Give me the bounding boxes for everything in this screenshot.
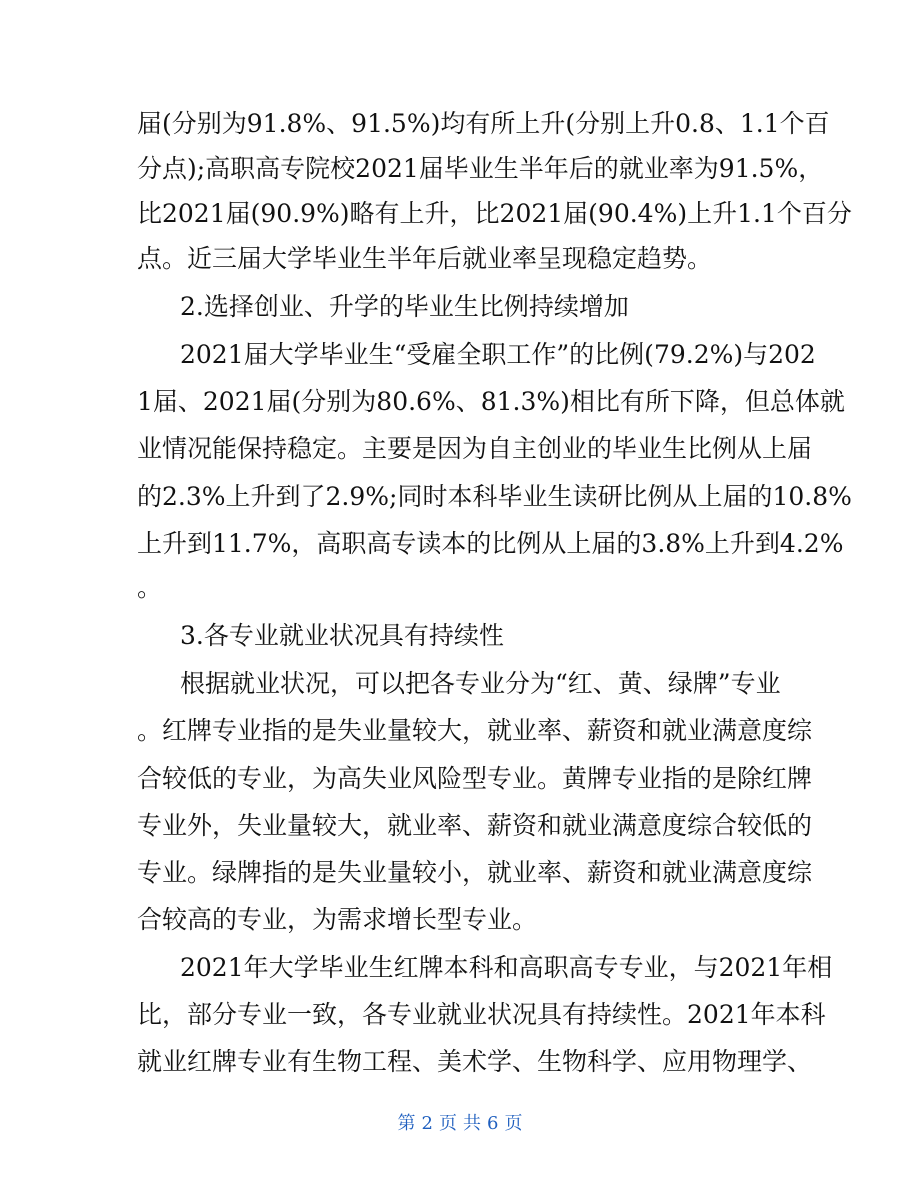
text-line: 专业。绿牌指的是失业量较小，就业率、薪资和就业满意度综 xyxy=(137,858,813,887)
text-line: 分点);高职高专院校2021届毕业生半年后的就业率为91.5%， xyxy=(137,154,824,183)
text-line: 业情况能保持稳定。主要是因为自主创业的毕业生比例从上届 xyxy=(137,434,813,463)
footer-page-label: 页 xyxy=(439,1113,457,1134)
text-line: 。 xyxy=(137,573,163,602)
section-heading: 2.选择创业、升学的毕业生比例持续增加 xyxy=(180,292,629,321)
text-line: 根据就业状况，可以把各专业分为“红、黄、绿牌”专业 xyxy=(180,669,781,698)
page-footer xyxy=(0,1113,920,1135)
text-line: 比，部分专业一致，各专业就业状况具有持续性。2021年本科 xyxy=(137,1000,826,1029)
text-line: 点。近三届大学毕业生半年后就业率呈现稳定趋势。 xyxy=(137,244,713,273)
text-line: 合较低的专业，为高失业风险型专业。黄牌专业指的是除红牌 xyxy=(137,764,813,793)
text-line: 就业红牌专业有生物工程、美术学、生物科学、应用物理学、 xyxy=(137,1047,813,1076)
text-line: 2021年大学毕业生红牌本科和高职高专专业，与2021年相 xyxy=(180,953,833,982)
footer-prefix: 第 xyxy=(397,1113,416,1134)
text-line: 的2.3%上升到了2.9%;同时本科毕业生读研比例从上届的10.8% xyxy=(137,482,852,511)
text-line: 专业外，失业量较大，就业率、薪资和就业满意度综合较低的 xyxy=(137,811,813,840)
text-line: 比2021届(90.9%)略有上升，比2021届(90.4%)上升1.1个百分 xyxy=(137,199,852,228)
footer-page-number: 2 xyxy=(421,1113,433,1134)
footer-total-label: 共 xyxy=(463,1113,481,1134)
text-line: 合较高的专业，为需求增长型专业。 xyxy=(137,905,538,934)
text-line: 届(分别为91.8%、91.5%)均有所上升(分别上升0.8、1.1个百 xyxy=(137,109,830,138)
text-line: 。红牌专业指的是失业量较大，就业率、薪资和就业满意度综 xyxy=(137,716,813,745)
footer-suffix: 页 xyxy=(504,1113,523,1134)
section-heading: 3.各专业就业状况具有持续性 xyxy=(180,621,504,650)
text-line: 上升到11.7%，高职高专读本的比例从上届的3.8%上升到4.2% xyxy=(137,529,844,558)
text-line: 1届、2021届(分别为80.6%、81.3%)相比有所下降，但总体就 xyxy=(137,387,845,416)
footer-total-pages: 6 xyxy=(487,1113,499,1134)
text-line: 2021届大学毕业生“受雇全职工作”的比例(79.2%)与202 xyxy=(180,340,816,369)
